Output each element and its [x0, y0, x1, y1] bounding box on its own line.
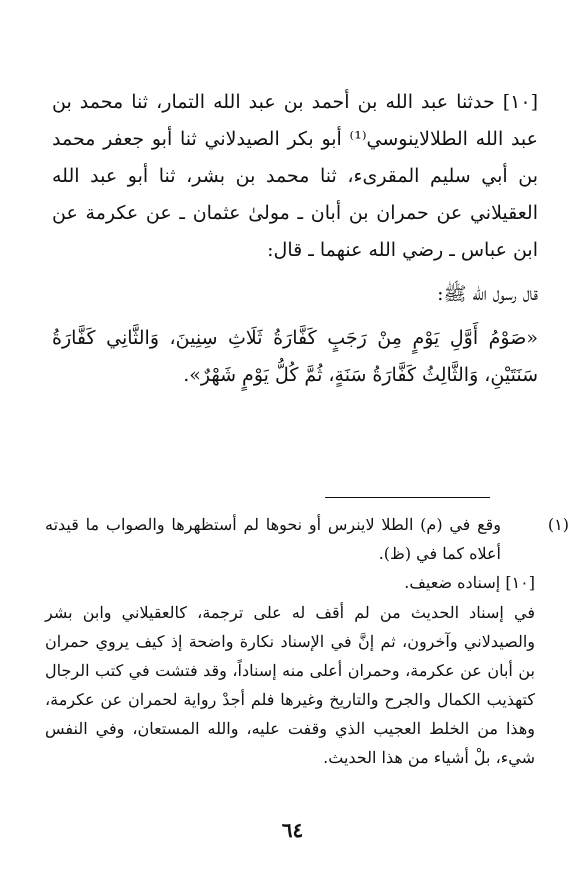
footnote-10-body — [45, 598, 535, 772]
footnote-1 — [45, 510, 570, 568]
said-line-text: قال رسول الله ﷺ: — [437, 283, 538, 305]
prophet-said-line — [52, 276, 538, 313]
footnote-separator — [325, 497, 490, 498]
footnote-1-label: (١) — [547, 515, 570, 534]
hadith-text: [١٠] حدثنا عبد الله بن أحمد بن عبد الله التمار، ثنا محمد بن عبد الله الطلالاينوسي⁽¹⁾ أبو بكر الصيدلاني ثنا أبو جعفر محمد بن أبي سليم المقرىء، ثنا محمد بن بشر، ثنا أبو عبد الله العقيلاني عن حمران بن أبان ـ مولىٰ عثمان ـ عن عكرمة عن ابن عباس ـ رضي الله عنهما ـ قال: — [52, 91, 538, 261]
page-number: ٦٤ — [281, 818, 304, 842]
hadith-isnad-paragraph — [52, 84, 538, 269]
hadith-matn-quote — [52, 320, 538, 394]
footnote-1-text: وقع في (م) الطلا لاينرس أو نحوها لم أستظهرها والصواب ما قيدته أعلاه كما في (ظ). — [45, 515, 502, 563]
quote-text: «صَوْمُ أَوَّلِ يَوْمٍ مِنْ رَجَبٍ كَفَّارَةُ ثَلَاثِ سِنِينَ، وَالثَّانِي كَفَّارَةُ سَنَتَيْنِ، وَالثَّالِثُ كَفَّارَةُ سَنَةٍ، ثُمَّ كُلُّ يَوْمٍ شَهْرٌ». — [52, 327, 538, 386]
footnote-10-label: [١٠] — [505, 573, 535, 592]
footnote-10-heading — [45, 568, 535, 597]
footnote-10-head-text: إسناده ضعيف. — [404, 573, 501, 592]
footnote-10-body-text: في إسناد الحديث من لم أقف له على ترجمة، كالعقيلاني وابن بشر والصيدلاني وآخرون، ثم إنَّ في الإسناد نكارة واضحة إذ كيف يروي حمران بن أبان عن عكرمة، وحمران أعلى منه إسناداً، وقد فتشت في كتب الرجال كتهذيب الكمال والجرح والتاريخ وغيرها فلم أجدْ رواية لحمران عن عكرمة، وهذا من الخلط العجيب الذي وقفت عليه، والله المستعان، وفي النفس شيء، بلْ أشياء من هذا الحديث. — [45, 603, 535, 767]
